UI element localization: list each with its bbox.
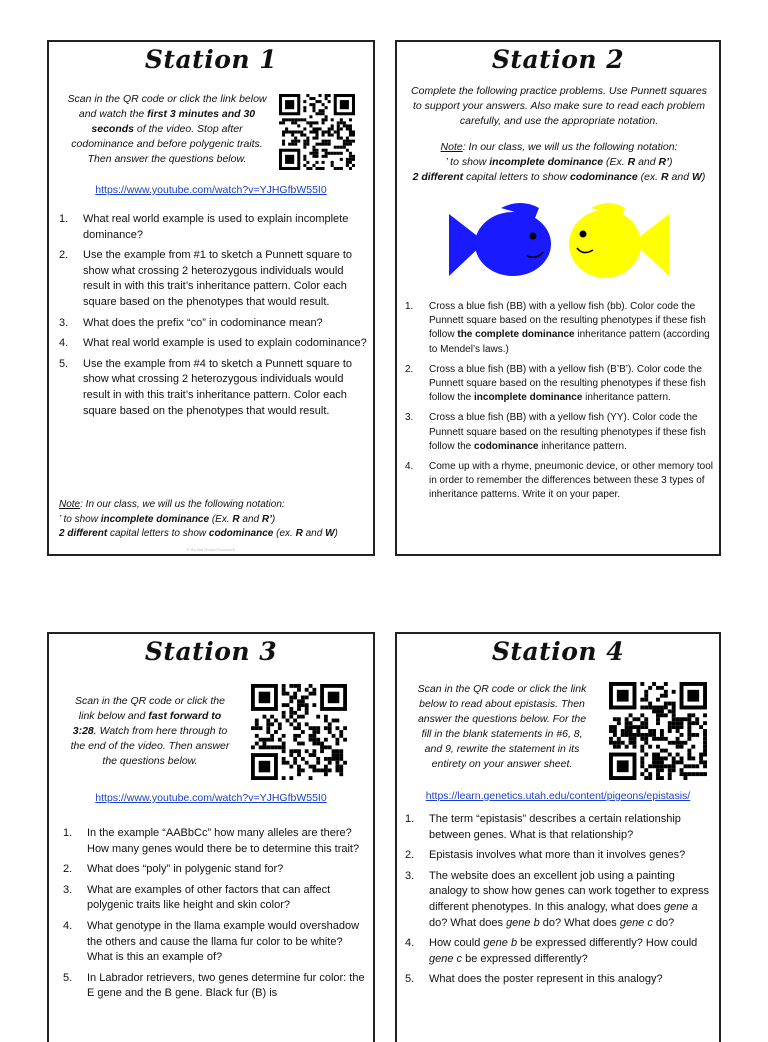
copyright: © It's Not Rocket Science® (186, 547, 236, 552)
station-3-card (47, 632, 375, 1042)
station-2-title: Station 2 (491, 45, 625, 74)
station-4-card (395, 632, 721, 1042)
list-item: 2. Cross a blue fish (BB) with a yellow fish (B’B’). Color code the Punnett square based on the resulting phenotypes if these fish follow the incomplete dominance inheritance pattern. (405, 363, 706, 404)
qr-code[interactable] (279, 94, 355, 170)
notation-note: Note: In our class, we will us the following notation: ’ to show incomplete dominance (Ex. R and R’) 2 different capital letters to show codominance (ex. R and W) (412, 141, 706, 184)
fish-illustration (443, 200, 675, 292)
question-list (403, 812, 713, 993)
qr-code[interactable] (609, 682, 707, 780)
list-item: 2. Use the example from #1 to sketch a Punnett square to show what crossing 2 heterozygous individuals would result in with this trait’s inheritance pattern. Color each square based on the phenotypes that would result. (59, 249, 353, 309)
list-item: 1. What real world example is used to explain incomplete dominance? (59, 213, 349, 241)
list-item: 5. In Labrador retrievers, two genes determine fur color: the E gene and the B gene. Black fur (B) is (63, 971, 365, 1000)
question-list (57, 212, 367, 424)
station-3-instructions: Scan in the QR code or click the link below and fast forward to 3:28. Watch from here through to the end of the video. Then answer the questions below. (70, 695, 230, 767)
station-1-card (47, 40, 375, 556)
list-item: 1. In the example “AABbCc” how many alleles are there? How many genes would there be to determine this trait? (63, 827, 360, 855)
list-item: 2. What does “poly” in polygenic stand for? (63, 863, 284, 876)
station-2-card (395, 40, 721, 556)
list-item: 5. Use the example from #4 to sketch a Punnett square to show what crossing 2 heterozygous individuals would result in with this trait’s inheritance pattern. Color each square based on the phenotypes that would result. (59, 357, 353, 417)
list-item: 4. How could gene b be expressed differently? How could gene c be expressed differently? (405, 937, 698, 965)
list-item: 4. Come up with a rhyme, pneumonic device, or other memory tool in order to remember the differences between these 3 types of inheritance patterns. Write it on your paper. (405, 460, 714, 501)
list-item: 2. Epistasis involves what more than it involves genes? (405, 849, 686, 862)
question-list (61, 826, 365, 1007)
list-item: 4. What real world example is used to explain codominance? (59, 337, 367, 350)
list-item: 4. What genotype in the llama example would overshadow the others and cause the llama fur color to be white? What is this an example of? (63, 920, 360, 964)
station-3-title: Station 3 (144, 637, 278, 666)
question-list (403, 300, 713, 508)
yellow-fish-icon (569, 203, 669, 278)
blue-fish-icon (449, 203, 551, 276)
article-link[interactable]: https://learn.genetics.utah.edu/content/pigeons/epistasis/ (425, 790, 691, 802)
notation-note: Note: In our class, we will us the following notation: ’ to show incomplete dominance (Ex. R and R’) 2 different capital letters to show codominance (ex. R and W) (59, 499, 338, 539)
station-2-instructions: Complete the following practice problems. Use Punnett squares to support your answers. Also make sure to read each problem carefully, and use the appropriate notation. (411, 85, 707, 127)
station-4-title: Station 4 (491, 637, 625, 666)
list-item: 5. What does the poster represent in this analogy? (405, 973, 663, 986)
list-item: 1. The term “epistasis” describes a certain relationship between genes. What is that relationship? (405, 813, 681, 841)
list-item: 3. What does the prefix “co” in codominance mean? (59, 316, 323, 329)
list-item: 3. The website does an excellent job using a painting analogy to show how genes can work together to express different phenotypes. In this analogy, what does gene a do? What does gene b do? What does gene c do? (405, 869, 710, 929)
list-item: 3. Cross a blue fish (BB) with a yellow fish (YY). Color code the Punnett square based on the resulting phenotypes if these fish follow the codominance inheritance pattern. (405, 412, 706, 452)
video-link[interactable]: https://www.youtube.com/watch?v=YJHGfbW55I0 (95, 184, 327, 196)
qr-code[interactable] (251, 684, 347, 780)
station-4-instructions: Scan in the QR code or click the link below to read about epistasis. Then answer the questions below. For the fill in the blank statements in #6, 8, and 9, rewrite the statement in its entirety on your answer sheet. (417, 683, 587, 770)
list-item: 1. Cross a blue fish (BB) with a yellow fish (bb). Color code the Punnett square based on the resulting phenotypes if these fish follow the complete dominance inheritance pattern (according to Mendel’s laws.) (405, 301, 710, 355)
video-link[interactable]: https://www.youtube.com/watch?v=YJHGfbW55I0 (95, 792, 327, 804)
station-1-instructions: Scan in the QR code or click the link below and watch the first 3 minutes and 30 seconds of the video. Stop after codominance and before polygenic traits. Then answer the questions below. (67, 93, 267, 165)
station-1-title: Station 1 (144, 45, 278, 74)
list-item: 3. What are examples of other factors that can affect polygenic traits like height and skin color? (63, 883, 331, 912)
